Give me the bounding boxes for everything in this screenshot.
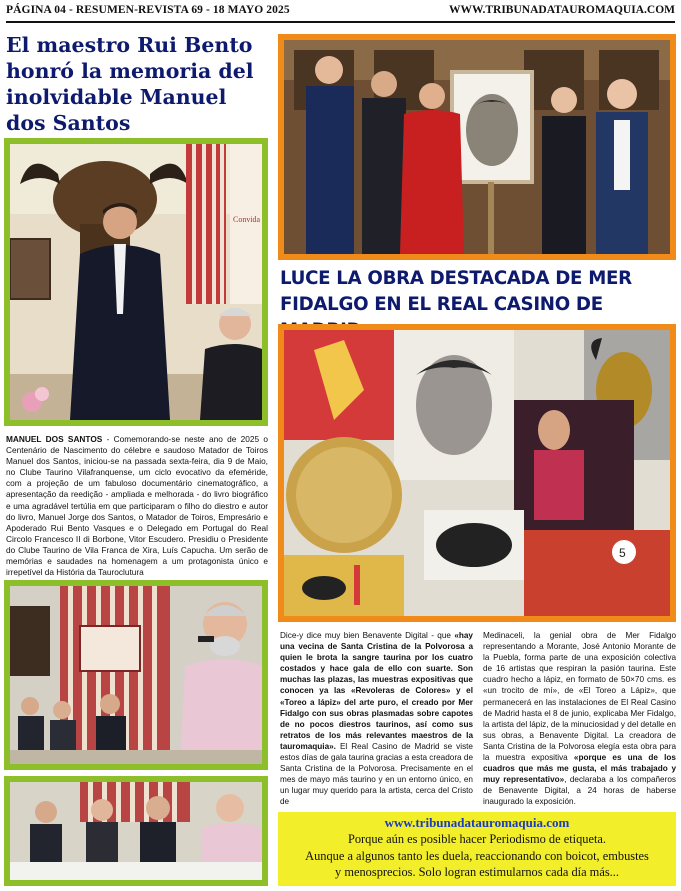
photo-artwork-collage [278, 324, 676, 622]
page-header [6, 4, 675, 20]
photo-tertulia-microphone [4, 580, 268, 770]
footer-promo-box [278, 812, 676, 886]
col2-part-1: Medinaceli, la genial obra de Mer Fidalgo representando a Morante, José Antonio Morante de la Puebla, forma parte de una exposición colectiva de 16 artistas que respiran la pasión taurina. Este cuadro hecho a lápiz, en formato de 50×70 cms. es «un trocito de mí», de «El Toreo a Lápiz», que permanecerá en las instalaciones de El Real Casino de Madrid hasta el 8 de junio, explicaba Mer Fidalgo, la artista del lápiz, de la minuciosidad y del detalle en sus obras, a Benavente Digital. La creadora de Santa Cristina de la Polvorosa elegía esta obra para la muestra expositiva [483, 631, 676, 763]
col1-part-2: «hay una vecina de Santa Cristina de la Polvorosa a quien le brota la sangre taurina por los cuatro costados y hace gala de ello con suarte. Son muchas las plazas, las muestras expositivas que conocen ya las «Revoleras de Colores» y el «Toreo a lápiz» del arte puro, el creado por Mer Fidalgo con sus obras plasmadas sobre capotes de no pocos diestros taurinos, así como sus retratos de los más relevantes maestros de la tauromaquia». [280, 631, 473, 751]
caption-body: - Comemorando-se neste ano de 2025 o Centenário de Nascimento do célebre e saudoso Matador de Toiros Manuel dos Santos, iniciou-se na passada sexta-feira, dia 9 de Maio, no Clube Taurino Vilafranquense, um ciclo evocativo da efeméride, com a projeção de um fabuloso documentário cinematográfico, a apresentação da reedição - ampliada e melhorada - do livro biográfico e uma agradável tertúlia em que participaram o filho do diestro e autor do livro, Manuel Jorge dos Santos, o Matador de Toiros, Empresário e Apoderado Rui Bento Vasques e o Delegado em Portugal do Real Circolo Francesco II di Borbone, Vitor Escudero. Presidiu o Presidente do Clube Taurino de Vila Franca de Xira, Luís Capucha. Um serão de memórias e saudades na homenagem a um protagonista único e irrepetível da História da Tauroclutura [6, 434, 268, 578]
article1-caption [6, 434, 268, 578]
poster-text: Convida [233, 215, 261, 224]
photo-illustration [10, 144, 262, 420]
page-info: PÁGINA 04 - RESUMEN-REVISTA 69 - 18 MAYO 2025 [6, 4, 290, 16]
photo-rui-bento-speech [4, 138, 268, 426]
article2-title: LUCE LA OBRA DESTACADA DE MER FIDALGO EN EL REAL CASINO DE [280, 268, 632, 315]
footer-url[interactable]: www.tribunadatauromaquia.com [384, 815, 570, 830]
col2-part-3: , declaraba a los compañeros de Benavente Digital, a 24 horas de haberse inaugurado la exposición. [483, 775, 676, 807]
photo-panel-table [4, 776, 268, 886]
photo-illustration [10, 782, 262, 880]
footer-line-2: Aunque a algunos tanto les duela, reaccionando con boicot, embustes [305, 848, 649, 863]
photo-group-casino [278, 34, 676, 260]
footer-line-3: y menosprecios. Solo logran estimularnos cada día más... [335, 865, 619, 879]
collage-label: 5 [619, 546, 626, 560]
col1-part-1: Dice-y dice muy bien Benavente Digital - que [280, 631, 455, 640]
caption-lead: MANUEL DOS SANTOS [6, 434, 103, 444]
header-rule [6, 21, 675, 23]
photo-illustration [284, 330, 670, 616]
col1-part-3: El Real Casino de Madrid se viste estos días de gala taurina gracias a esta creadora de Santa Cristina de la Polvorosa. Precisamente en el mes de mayo más taurino y en un entorno único, en un lugar muy querido para la artista, cerca del Cristo de [280, 741, 473, 807]
article2-body [280, 630, 676, 810]
article2-column-2 [483, 630, 676, 808]
article2-column-1 [280, 630, 473, 808]
site-url[interactable]: WWW.TRIBUNADATAUROMAQUIA.COM [449, 4, 675, 16]
photo-illustration [284, 40, 670, 254]
footer-line-1: Porque aún es posible hacer Periodismo de etiqueta. [347, 832, 607, 846]
article1-title: El maestro Rui Bento honró la memoria del inolvidable Manuel dos Santos [6, 33, 254, 135]
col2-part-2: «porque es una de los cuadros que más me gusta, el más trabajado y muy representativo» [483, 753, 676, 785]
photo-illustration [10, 586, 262, 764]
